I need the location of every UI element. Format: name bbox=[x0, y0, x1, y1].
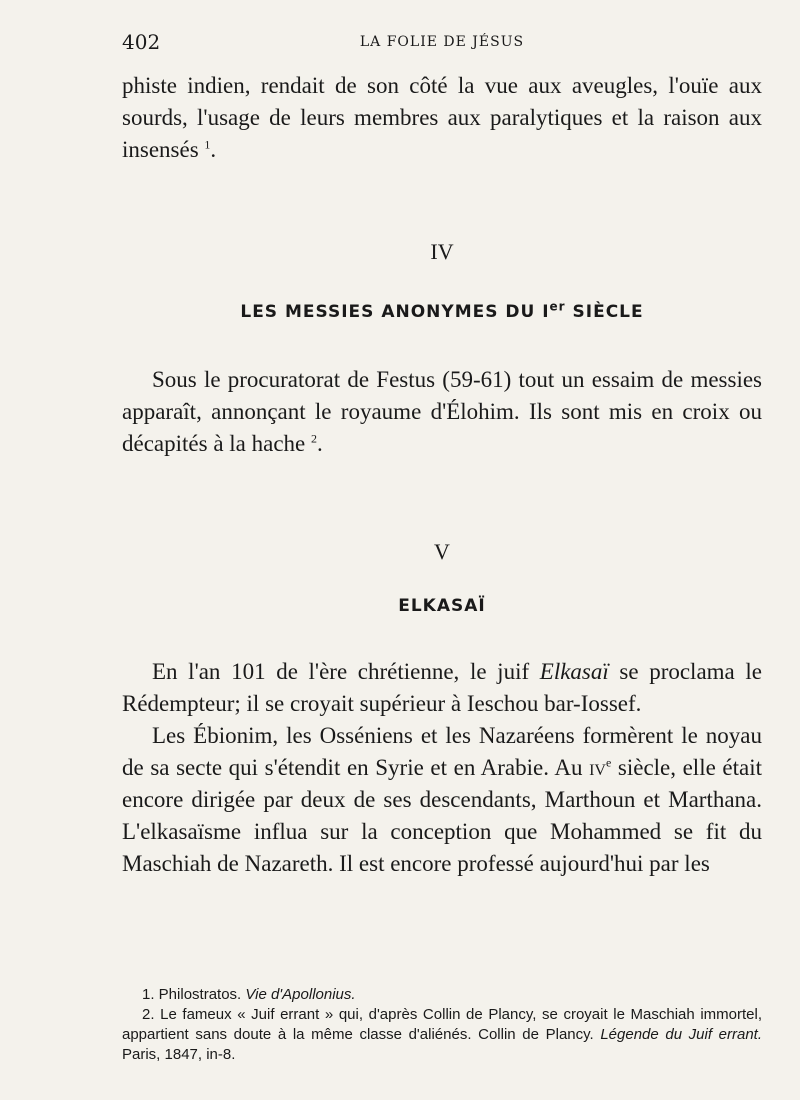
section-number-iv: IV bbox=[430, 239, 454, 264]
section-v-paragraph-2: Les Ébionim, les Osséniens et les Nazaréens formèrent le noyau de sa secte qui s'étendit en Syrie et en Arabie. Au $iv^e$ siècle, elle était encore dirigée par deux de ses descendants, Marthoun et Marthana. L'elkasaïsme influa sur la conception que Mohammed se fit du Maschiah de Nazareth. Il est encore professé aujourd'hui par les bbox=[122, 723, 762, 876]
footnote-ref-2: 2 bbox=[311, 431, 317, 446]
section-iv-paragraph: Sous le procuratorat de Festus (59-61) tout un essaim de messies apparaît, annonçant le royaume d'Élohim. Ils sont mis en croix ou décapités à la hache $^2$. bbox=[122, 367, 762, 456]
section-number-v: V bbox=[434, 539, 450, 564]
section-title-v: ELKASAÏ bbox=[398, 596, 486, 616]
footnote-1: 1. Philostratos. Vie d'Apollonius. bbox=[142, 986, 356, 1003]
section-v-paragraph-1: En l'an 101 de l'ère chrétienne, le juif Elkasaï se proclama le Rédempteur; il se croyait supérieur à Ieschou bar-Iossef. bbox=[122, 659, 762, 716]
page-number: 402 bbox=[122, 30, 161, 54]
continuation-paragraph: phiste indien, rendait de son côté la vue aux aveugles, l'ouïe aux sourds, l'usage de leurs membres aux paralytiques et la raison aux insensés $^1$. bbox=[122, 73, 762, 162]
footnote-ref-1: 1 bbox=[204, 137, 211, 152]
footnotes bbox=[122, 985, 762, 1065]
running-title: LA FOLIE DE JÉSUS bbox=[359, 34, 525, 50]
name-elkasai: Elkasaï bbox=[539, 659, 609, 684]
section-title-iv: LES MESSIES ANONYMES DU Ier SIÈCLE bbox=[240, 299, 644, 322]
footnote-2: 2. Le fameux « Juif errant » qui, d'après Collin de Plancy, se croyait le Maschiah immortel, appartient sans doute à la même classe d'aliénés. Collin de Plancy. Légende du Juif errant. Paris, 1847, in-8. bbox=[122, 1006, 763, 1063]
page-body bbox=[122, 70, 762, 880]
